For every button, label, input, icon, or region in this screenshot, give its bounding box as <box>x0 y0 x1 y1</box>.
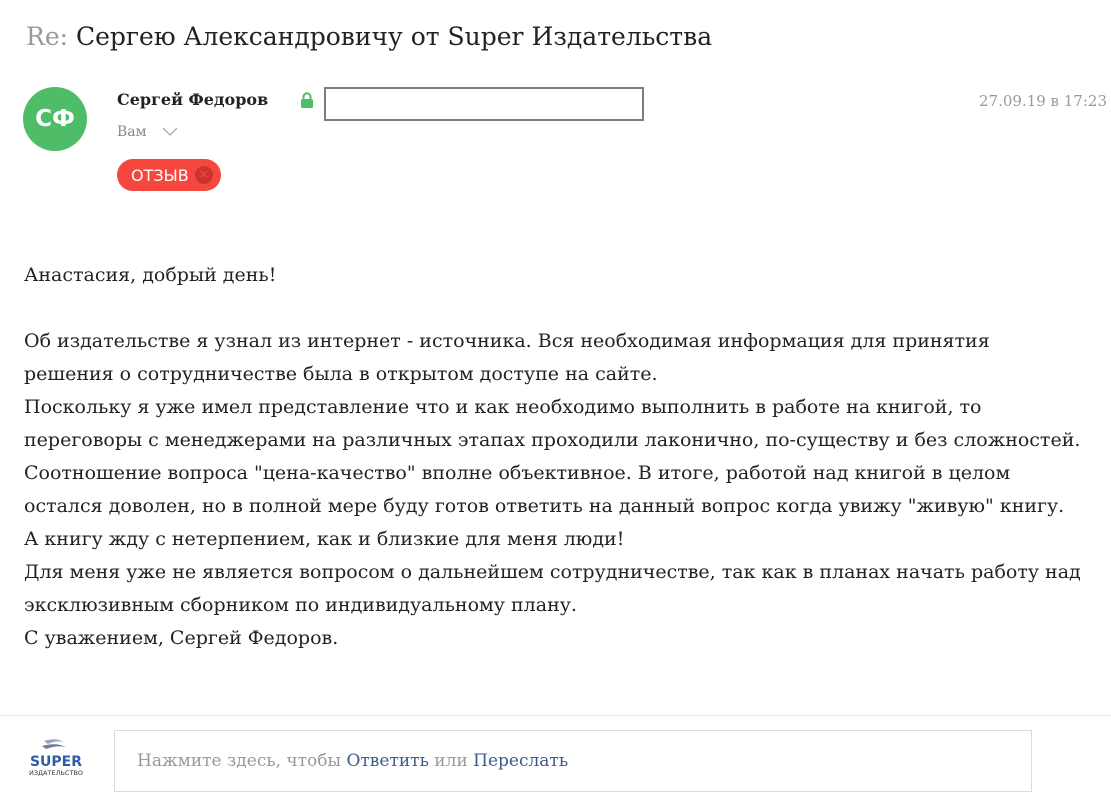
body-line: С уважением, Сергей Федоров. <box>24 627 339 649</box>
chevron-down-icon[interactable] <box>162 127 178 137</box>
reply-prefix: Нажмите здесь, чтобы <box>137 751 347 771</box>
recipient-label[interactable]: Вам <box>117 124 147 140</box>
body-line: Для меня уже не является вопросом о дальнейшем сотрудничестве, так как в планах начать работу над эксклюзивным сборником по индивидуальному плану. <box>24 561 1081 616</box>
message-body <box>24 259 1084 655</box>
body-gap <box>24 292 1084 325</box>
lock-icon <box>300 92 314 109</box>
sender-avatar[interactable] <box>23 87 87 151</box>
tag-review[interactable] <box>117 159 221 191</box>
message-date: 27.09.19 в 17:23 <box>978 92 1107 110</box>
body-line: Соотношение вопроса "цена-качество" вполне объективное. В итоге, работой над книгой в целом остался доволен, но в полной мере буду готов ответить на данный вопрос когда увижу "живую" книгу. <box>24 462 1065 517</box>
logo-subtext: ИЗДАТЕЛЬСТВО <box>28 769 84 777</box>
body-line: А книгу жду с нетерпением, как и близкие для меня люди! <box>24 528 625 550</box>
quick-reply-box[interactable] <box>114 730 1032 792</box>
forward-link[interactable]: Переслать <box>473 751 569 771</box>
reply-middle: или <box>428 751 474 771</box>
tag-label: ОТЗЫВ <box>131 165 189 185</box>
sender-name[interactable]: Сергей Федоров <box>117 90 269 109</box>
sender-email-redacted <box>324 87 644 121</box>
tag-remove-icon[interactable]: ✕ <box>195 166 213 184</box>
subject-prefix: Re: <box>26 22 69 51</box>
avatar-initials: СФ <box>35 106 75 132</box>
body-line: Об издательстве я узнал из интернет - источника. Вся необходимая информация для принятия решения о сотрудничестве была в открытом доступе на сайте. <box>24 330 990 385</box>
reply-link[interactable]: Ответить <box>346 751 429 771</box>
body-line: Поскольку я уже имел представление что и как необходимо выполнить в работе на книгой, то переговоры с менеджерами на различных этапах проходили лаконично, по-существу и без сложностей. <box>24 396 1081 451</box>
footer-divider <box>0 715 1111 716</box>
subject-text: Сергею Александровичу от Super Издательства <box>76 22 713 51</box>
logo-text: SUPER <box>29 754 83 770</box>
super-logo-icon <box>28 737 84 779</box>
message-subject <box>26 22 1096 51</box>
body-line: Анастасия, добрый день! <box>24 264 277 286</box>
